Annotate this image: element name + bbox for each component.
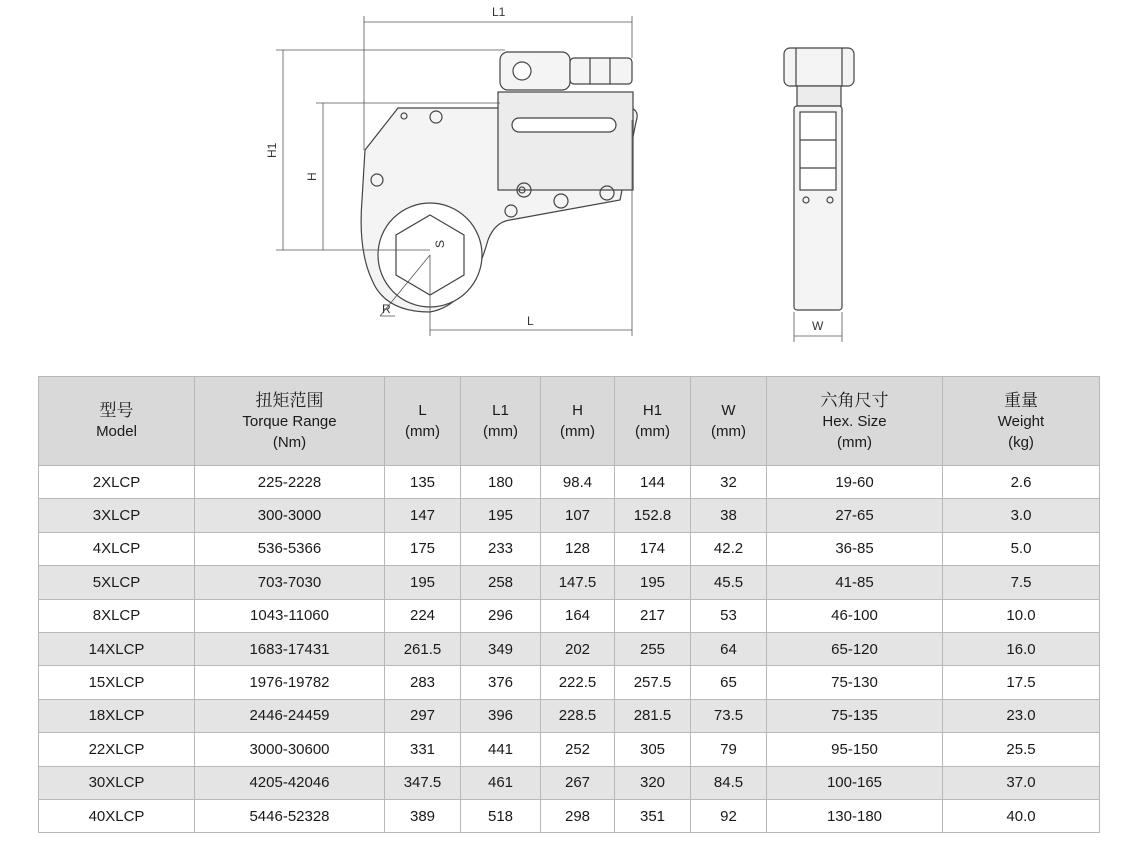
table-cell: 98.4 (541, 466, 615, 499)
table-cell: 128 (541, 532, 615, 565)
table-cell: 23.0 (943, 699, 1100, 732)
table-cell: 3.0 (943, 499, 1100, 532)
table-cell: 40XLCP (39, 799, 195, 832)
front-neck (797, 86, 841, 106)
table-cell: 261.5 (385, 632, 461, 665)
table-cell: 147.5 (541, 566, 615, 599)
header-unit-text: (mm) (635, 423, 670, 440)
table-cell: 65-120 (767, 632, 943, 665)
table-cell: 174 (615, 532, 691, 565)
table-cell: 40.0 (943, 799, 1100, 832)
table-cell: 3000-30600 (195, 733, 385, 766)
header-en-text: H (572, 402, 583, 419)
table-cell: 10.0 (943, 599, 1100, 632)
table-cell: 267 (541, 766, 615, 799)
table-cell: 217 (615, 599, 691, 632)
header-cell (691, 377, 767, 466)
header-en-text: W (721, 402, 736, 419)
table-cell: 65 (691, 666, 767, 699)
table-cell: 84.5 (691, 766, 767, 799)
header-zh-text: 重量 (1004, 390, 1038, 410)
table-cell: 92 (691, 799, 767, 832)
table-cell: 7.5 (943, 566, 1100, 599)
table-cell: 1976-19782 (195, 666, 385, 699)
table-cell: 252 (541, 733, 615, 766)
table-cell: 46-100 (767, 599, 943, 632)
table-cell: 202 (541, 632, 615, 665)
table-cell: 195 (461, 499, 541, 532)
table-row (39, 733, 1100, 766)
spec-table-body (39, 466, 1100, 833)
table-cell: 180 (461, 466, 541, 499)
hose-fitting (570, 58, 632, 84)
table-cell: 703-7030 (195, 566, 385, 599)
table-cell: 164 (541, 599, 615, 632)
table-cell: 296 (461, 599, 541, 632)
table-cell: 107 (541, 499, 615, 532)
header-cell (195, 377, 385, 466)
header-en-text: Weight (997, 412, 1045, 430)
header-unit-text: (mm) (560, 423, 595, 440)
table-cell: 3XLCP (39, 499, 195, 532)
header-unit-text: (mm) (483, 423, 518, 440)
wrench-side-view (361, 52, 637, 312)
table-cell: 195 (615, 566, 691, 599)
table-cell: 45.5 (691, 566, 767, 599)
dim-label-H: H (305, 172, 319, 181)
table-row (39, 499, 1100, 532)
table-cell: 281.5 (615, 699, 691, 732)
header-en-text: Torque Range (242, 412, 337, 430)
table-cell: 257.5 (615, 666, 691, 699)
table-cell: 222.5 (541, 666, 615, 699)
table-cell: 25.5 (943, 733, 1100, 766)
table-cell: 5.0 (943, 532, 1100, 565)
table-cell: 16.0 (943, 632, 1100, 665)
header-unit-text: (mm) (405, 423, 440, 440)
table-row (39, 766, 1100, 799)
table-cell: 22XLCP (39, 733, 195, 766)
table-cell: 389 (385, 799, 461, 832)
table-cell: 258 (461, 566, 541, 599)
table-row (39, 466, 1100, 499)
wrench-technical-drawing (0, 0, 1142, 360)
header-en-text: L1 (492, 402, 509, 419)
swivel-block (500, 52, 570, 90)
table-cell: 461 (461, 766, 541, 799)
table-cell: 130-180 (767, 799, 943, 832)
dim-label-L1: L1 (492, 5, 506, 19)
header-en-text: L (418, 402, 427, 419)
table-cell: 2446-24459 (195, 699, 385, 732)
table-cell: 4XLCP (39, 532, 195, 565)
front-cylinder (800, 112, 836, 190)
table-cell: 300-3000 (195, 499, 385, 532)
table-cell: 36-85 (767, 532, 943, 565)
table-cell: 8XLCP (39, 599, 195, 632)
table-cell: 298 (541, 799, 615, 832)
table-cell: 41-85 (767, 566, 943, 599)
table-cell: 27-65 (767, 499, 943, 532)
header-row (39, 377, 1100, 466)
table-cell: 17.5 (943, 666, 1100, 699)
table-cell: 1043-11060 (195, 599, 385, 632)
table-cell: 14XLCP (39, 632, 195, 665)
header-cell (615, 377, 691, 466)
table-cell: 75-130 (767, 666, 943, 699)
header-unit-text: (mm) (711, 423, 746, 440)
header-zh-text: 扭矩范围 (255, 390, 324, 410)
header-unit-text: (Nm) (272, 433, 307, 451)
table-cell: 225-2228 (195, 466, 385, 499)
table-cell: 441 (461, 733, 541, 766)
table-cell: 32 (691, 466, 767, 499)
table-cell: 144 (615, 466, 691, 499)
table-row (39, 632, 1100, 665)
table-cell: 95-150 (767, 733, 943, 766)
header-zh-text: 型号 (99, 401, 134, 420)
table-cell: 135 (385, 466, 461, 499)
table-cell: 195 (385, 566, 461, 599)
table-cell: 305 (615, 733, 691, 766)
table-cell: 233 (461, 532, 541, 565)
table-cell: 5XLCP (39, 566, 195, 599)
table-cell: 349 (461, 632, 541, 665)
table-cell: 152.8 (615, 499, 691, 532)
table-cell: 351 (615, 799, 691, 832)
table-cell: 347.5 (385, 766, 461, 799)
table-cell: 1683-17431 (195, 632, 385, 665)
table-cell: 42.2 (691, 532, 767, 565)
table-cell: 320 (615, 766, 691, 799)
table-cell: 283 (385, 666, 461, 699)
swivel-pin (513, 62, 531, 80)
dim-label-W: W (812, 319, 824, 333)
header-cell (39, 377, 195, 466)
header-en-text: H1 (642, 402, 663, 419)
header-en-text: Model (96, 423, 137, 440)
table-cell: 376 (461, 666, 541, 699)
table-cell: 2.6 (943, 466, 1100, 499)
table-cell: 2XLCP (39, 466, 195, 499)
table-cell: 100-165 (767, 766, 943, 799)
cylinder-slot (512, 118, 616, 132)
table-cell: 518 (461, 799, 541, 832)
table-cell: 79 (691, 733, 767, 766)
table-cell: 75-135 (767, 699, 943, 732)
header-zh-text: 六角尺寸 (820, 390, 889, 410)
table-cell: 73.5 (691, 699, 767, 732)
header-cell (943, 377, 1100, 466)
front-hose-fitting (784, 48, 854, 86)
header-cell (767, 377, 943, 466)
header-cell (461, 377, 541, 466)
table-cell: 297 (385, 699, 461, 732)
header-en-text: Hex. Size (822, 412, 887, 430)
table-cell: 64 (691, 632, 767, 665)
header-unit-text: (mm) (837, 433, 872, 451)
spec-table (38, 376, 1100, 833)
table-cell: 228.5 (541, 699, 615, 732)
cylinder-block (498, 92, 633, 190)
table-cell: 37.0 (943, 766, 1100, 799)
dim-label-R: R (382, 302, 391, 316)
spec-table-header (39, 377, 1100, 466)
table-cell: 396 (461, 699, 541, 732)
header-cell (541, 377, 615, 466)
table-cell: 331 (385, 733, 461, 766)
table-cell: 147 (385, 499, 461, 532)
table-cell: 4205-42046 (195, 766, 385, 799)
dim-label-S: S (433, 239, 447, 248)
header-unit-text: (kg) (1008, 433, 1034, 451)
table-row (39, 699, 1100, 732)
table-cell: 30XLCP (39, 766, 195, 799)
table-cell: 5446-52328 (195, 799, 385, 832)
table-row (39, 599, 1100, 632)
table-cell: 255 (615, 632, 691, 665)
table-row (39, 799, 1100, 832)
header-cell (385, 377, 461, 466)
table-cell: 19-60 (767, 466, 943, 499)
table-cell: 175 (385, 532, 461, 565)
table-cell: 53 (691, 599, 767, 632)
table-row (39, 532, 1100, 565)
dim-label-H1: H1 (265, 142, 279, 158)
table-cell: 224 (385, 599, 461, 632)
table-cell: 38 (691, 499, 767, 532)
table-row (39, 566, 1100, 599)
table-row (39, 666, 1100, 699)
dim-label-L: L (527, 314, 534, 328)
table-cell: 15XLCP (39, 666, 195, 699)
table-cell: 18XLCP (39, 699, 195, 732)
wrench-front-view (784, 48, 854, 310)
table-cell: 536-5366 (195, 532, 385, 565)
